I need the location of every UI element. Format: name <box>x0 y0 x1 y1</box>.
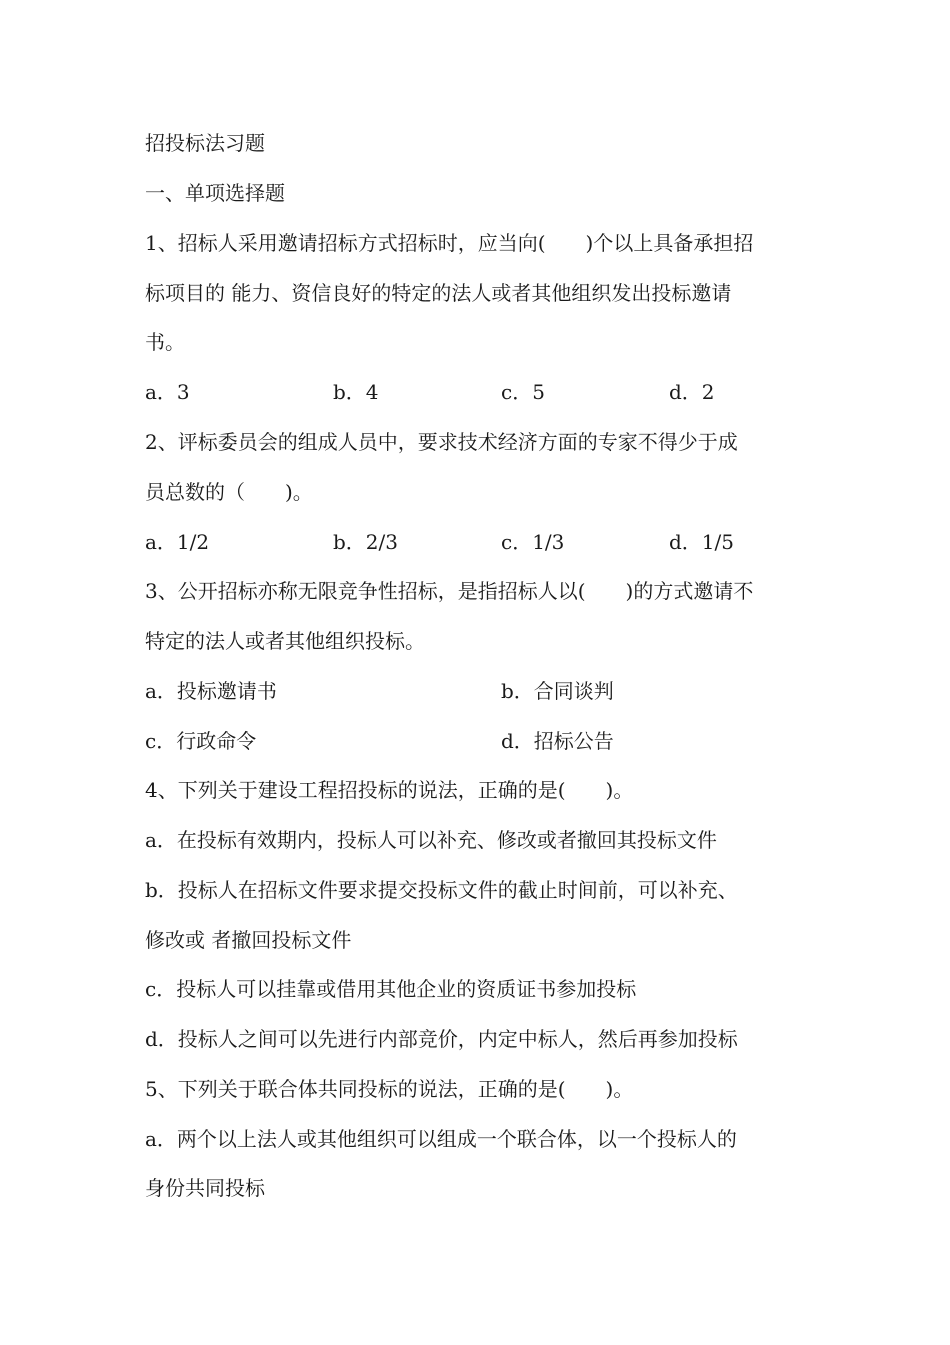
q3-text-line-2: 特定的法人或者其他组织投标。 <box>145 629 425 653</box>
q5-text-line-1: 5、下列关于联合体共同投标的说法，正确的是( )。 <box>145 1077 634 1101</box>
q1-option-d: d．2 <box>669 380 715 404</box>
q2-option-c: c．1/3 <box>501 530 565 554</box>
q1-option-a: a．3 <box>145 380 190 404</box>
q1-option-b: b．4 <box>333 380 379 404</box>
q2-option-d: d．1/5 <box>669 530 734 554</box>
q3-option-c: c．行政命令 <box>145 729 257 753</box>
q3-text-line-1: 3、公开招标亦称无限竞争性招标，是指招标人以( )的方式邀请不 <box>145 579 754 603</box>
q4-option-b-line-2: 修改或 者撤回投标文件 <box>145 928 352 952</box>
q3-option-a: a．投标邀请书 <box>145 679 277 703</box>
q1-text-line-1: 1、招标人采用邀请招标方式招标时，应当向( )个以上具备承担招 <box>145 231 754 255</box>
q4-option-d: d．投标人之间可以先进行内部竞价，内定中标人，然后再参加投标 <box>145 1027 738 1051</box>
q4-text-line-1: 4、下列关于建设工程招投标的说法，正确的是( )。 <box>145 778 634 802</box>
q4-option-c: c．投标人可以挂靠或借用其他企业的资质证书参加投标 <box>145 977 637 1001</box>
q2-text-line-2: 员总数的（ )。 <box>145 480 313 504</box>
q1-text-line-2: 标项目的 能力、资信良好的特定的法人或者其他组织发出投标邀请 <box>145 281 732 305</box>
q4-option-a: a．在投标有效期内，投标人可以补充、修改或者撤回其投标文件 <box>145 828 717 852</box>
q4-option-b-line-1: b．投标人在招标文件要求提交投标文件的截止时间前，可以补充、 <box>145 878 738 902</box>
q1-text-line-3: 书。 <box>145 330 185 354</box>
q2-text-line-1: 2、评标委员会的组成人员中，要求技术经济方面的专家不得少于成 <box>145 430 738 454</box>
q2-option-a: a．1/2 <box>145 530 210 554</box>
q2-option-b: b．2/3 <box>333 530 398 554</box>
doc-title: 招投标法习题 <box>145 131 265 155</box>
section-heading: 一、单项选择题 <box>145 181 285 205</box>
q5-option-a-line-2: 身份共同投标 <box>145 1176 265 1200</box>
q3-option-b: b．合同谈判 <box>501 679 614 703</box>
q3-option-d: d．招标公告 <box>501 729 614 753</box>
q1-option-c: c．5 <box>501 380 545 404</box>
q5-option-a-line-1: a．两个以上法人或其他组织可以组成一个联合体，以一个投标人的 <box>145 1127 737 1151</box>
